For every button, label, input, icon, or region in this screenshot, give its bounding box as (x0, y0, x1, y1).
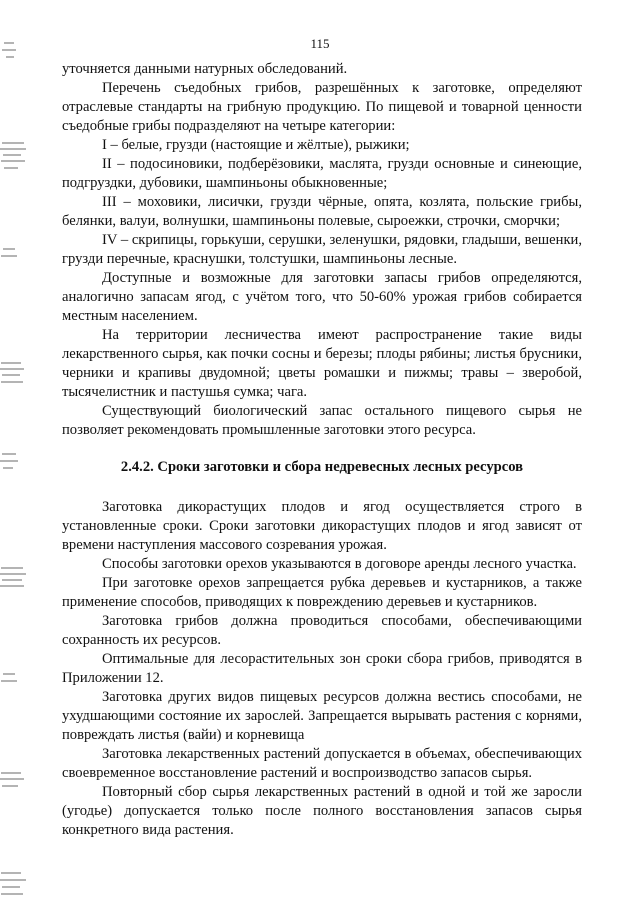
list-item-category-1: I – белые, грузди (настоящие и жёлтые), рыжики; (102, 137, 410, 153)
paragraph: Повторный сбор сырья лекарственных растений в одной и той же заросли (угодье) допускается только после полного восстановления запасов сырья конкретного вида растения. (62, 784, 582, 838)
paragraph: Перечень съедобных грибов, разрешённых к заготовке, определяют отраслевые стандарты на грибную продукцию. По пищевой и товарной ценности съедобные грибы подразделяют на четыре категории: (62, 80, 582, 134)
paragraph: При заготовке орехов запрещается рубка деревьев и кустарников, а также применение способов, приводящих к повреждению деревьев и кустарников. (62, 575, 582, 610)
paragraph: Оптимальные для лесорастительных зон сроки сбора грибов, приводятся в Приложении 12. (62, 651, 582, 686)
scan-artifact (0, 450, 30, 490)
paragraph: Существующий биологический запас остального пищевого сырья не позволяет рекомендовать промышленные заготовки этого ресурса. (62, 403, 582, 438)
list-item-category-3: III – моховики, лисички, грузди чёрные, опята, козлята, польские грибы, белянки, валуи, волнушки, шампиньоны полевые, сыроежки, строчки, сморчки; (62, 194, 582, 229)
paragraph: На территории лесничества имеют распространение такие виды лекарственного сырья, как почки сосны и березы; плоды рябины; листья брусники, черники и крапивы двудомной; цветы ромашки и пижмы; травы – зверобой, тысячелистник и пастушья сумка; чага. (62, 327, 582, 400)
page-content (62, 60, 582, 840)
page-number: 115 (310, 36, 330, 51)
scan-artifact (0, 40, 30, 70)
paragraph: уточняется данными натурных обследований. (62, 61, 348, 77)
paragraph: Способы заготовки орехов указываются в договоре аренды лесного участка. (102, 556, 577, 572)
paragraph: Доступные и возможные для заготовки запасы грибов определяются, аналогично запасам ягод, с учётом того, что 50-60% урожая грибов собирается местным населением. (62, 270, 582, 324)
scan-artifact (0, 870, 30, 906)
paragraph: Заготовка других видов пищевых ресурсов должна вестись способами, не ухудшающими состояние их зарослей. Запрещается вырывать растения с корнями, повреждать листья (вайи) и корневища (62, 689, 582, 743)
list-item-category-2: II – подосиновики, подберёзовики, маслята, грузди основные и синеющие, подгруздки, дубовики, шампиньоны обыкновенные; (62, 156, 582, 191)
scan-artifact (0, 565, 30, 605)
scan-artifact (0, 770, 30, 810)
list-item-category-4: IV – скрипицы, горькуши, серушки, зеленушки, рядовки, гладыши, вешенки, грузди перечные, краснушки, толстушки, шампиньоны лесные. (62, 232, 582, 267)
scan-artifact (0, 360, 30, 400)
scan-artifact (0, 670, 30, 700)
section-heading: 2.4.2. Сроки заготовки и сбора недревесных лесных ресурсов (120, 459, 524, 475)
scan-artifact (0, 140, 30, 180)
paragraph: Заготовка грибов должна проводиться способами, обеспечивающими сохранность их ресурсов. (62, 613, 582, 648)
paragraph: Заготовка лекарственных растений допускается в объемах, обеспечивающих своевременное восстановление растений и воспроизводство запасов сырья. (62, 746, 582, 781)
scan-artifact (0, 245, 30, 275)
paragraph: Заготовка дикорастущих плодов и ягод осуществляется строго в установленные сроки. Сроки заготовки дикорастущих плодов и ягод зависят от времени наступления массового созревания урожая. (62, 499, 582, 553)
